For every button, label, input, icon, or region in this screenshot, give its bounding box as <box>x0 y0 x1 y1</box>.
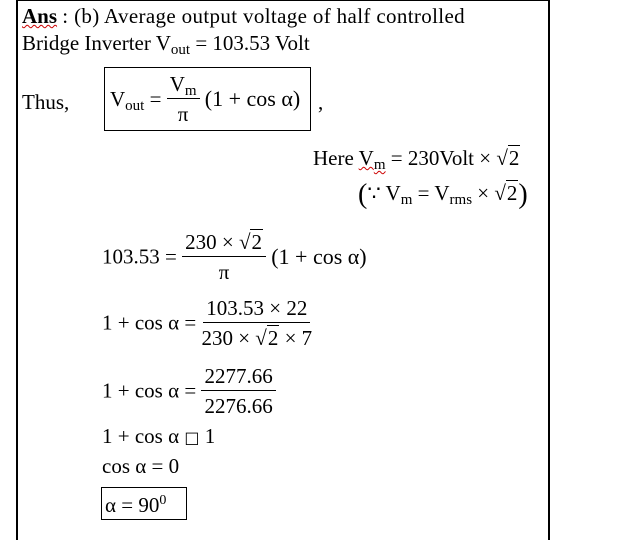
thus-label: Thus, <box>22 90 70 114</box>
step-4: 1 + cos α □ 1 <box>102 424 216 448</box>
boxed-formula: $V_{out}$ = $\frac{V_m}{\pi}$ (1 + cos α) <box>110 72 301 127</box>
because-line: (∵ $V_m = V_{rms} \times √2$) <box>358 179 528 210</box>
step-6-result: $\alpha = 90^0$ <box>105 493 167 517</box>
ans-label: Ans <box>22 4 58 28</box>
answer-line-1 <box>22 6 465 27</box>
answer-line-2: Bridge Inverter $V_{out} = 103.53$ Volt <box>22 31 310 58</box>
step-2: 1 + cos α = $\frac{103.53 \times 22}{230 \times √2 \times 7}$ <box>102 296 313 351</box>
step-1: 103.53 = $\frac{230 \times √2}{\pi}$ (1 + cos α) <box>102 230 367 285</box>
step-3: 1 + cos α = $\frac{2277.66}{2276.66}$ <box>102 364 276 418</box>
answer-question-text: : (b) Average output voltage of half controlled <box>62 4 465 28</box>
step-5: cos α = 0 <box>102 454 180 478</box>
here-line: Here $V_m$ = 230Volt × √2 <box>313 146 520 173</box>
formula-fraction: $\frac{V_m}{\pi}$ <box>167 72 200 126</box>
